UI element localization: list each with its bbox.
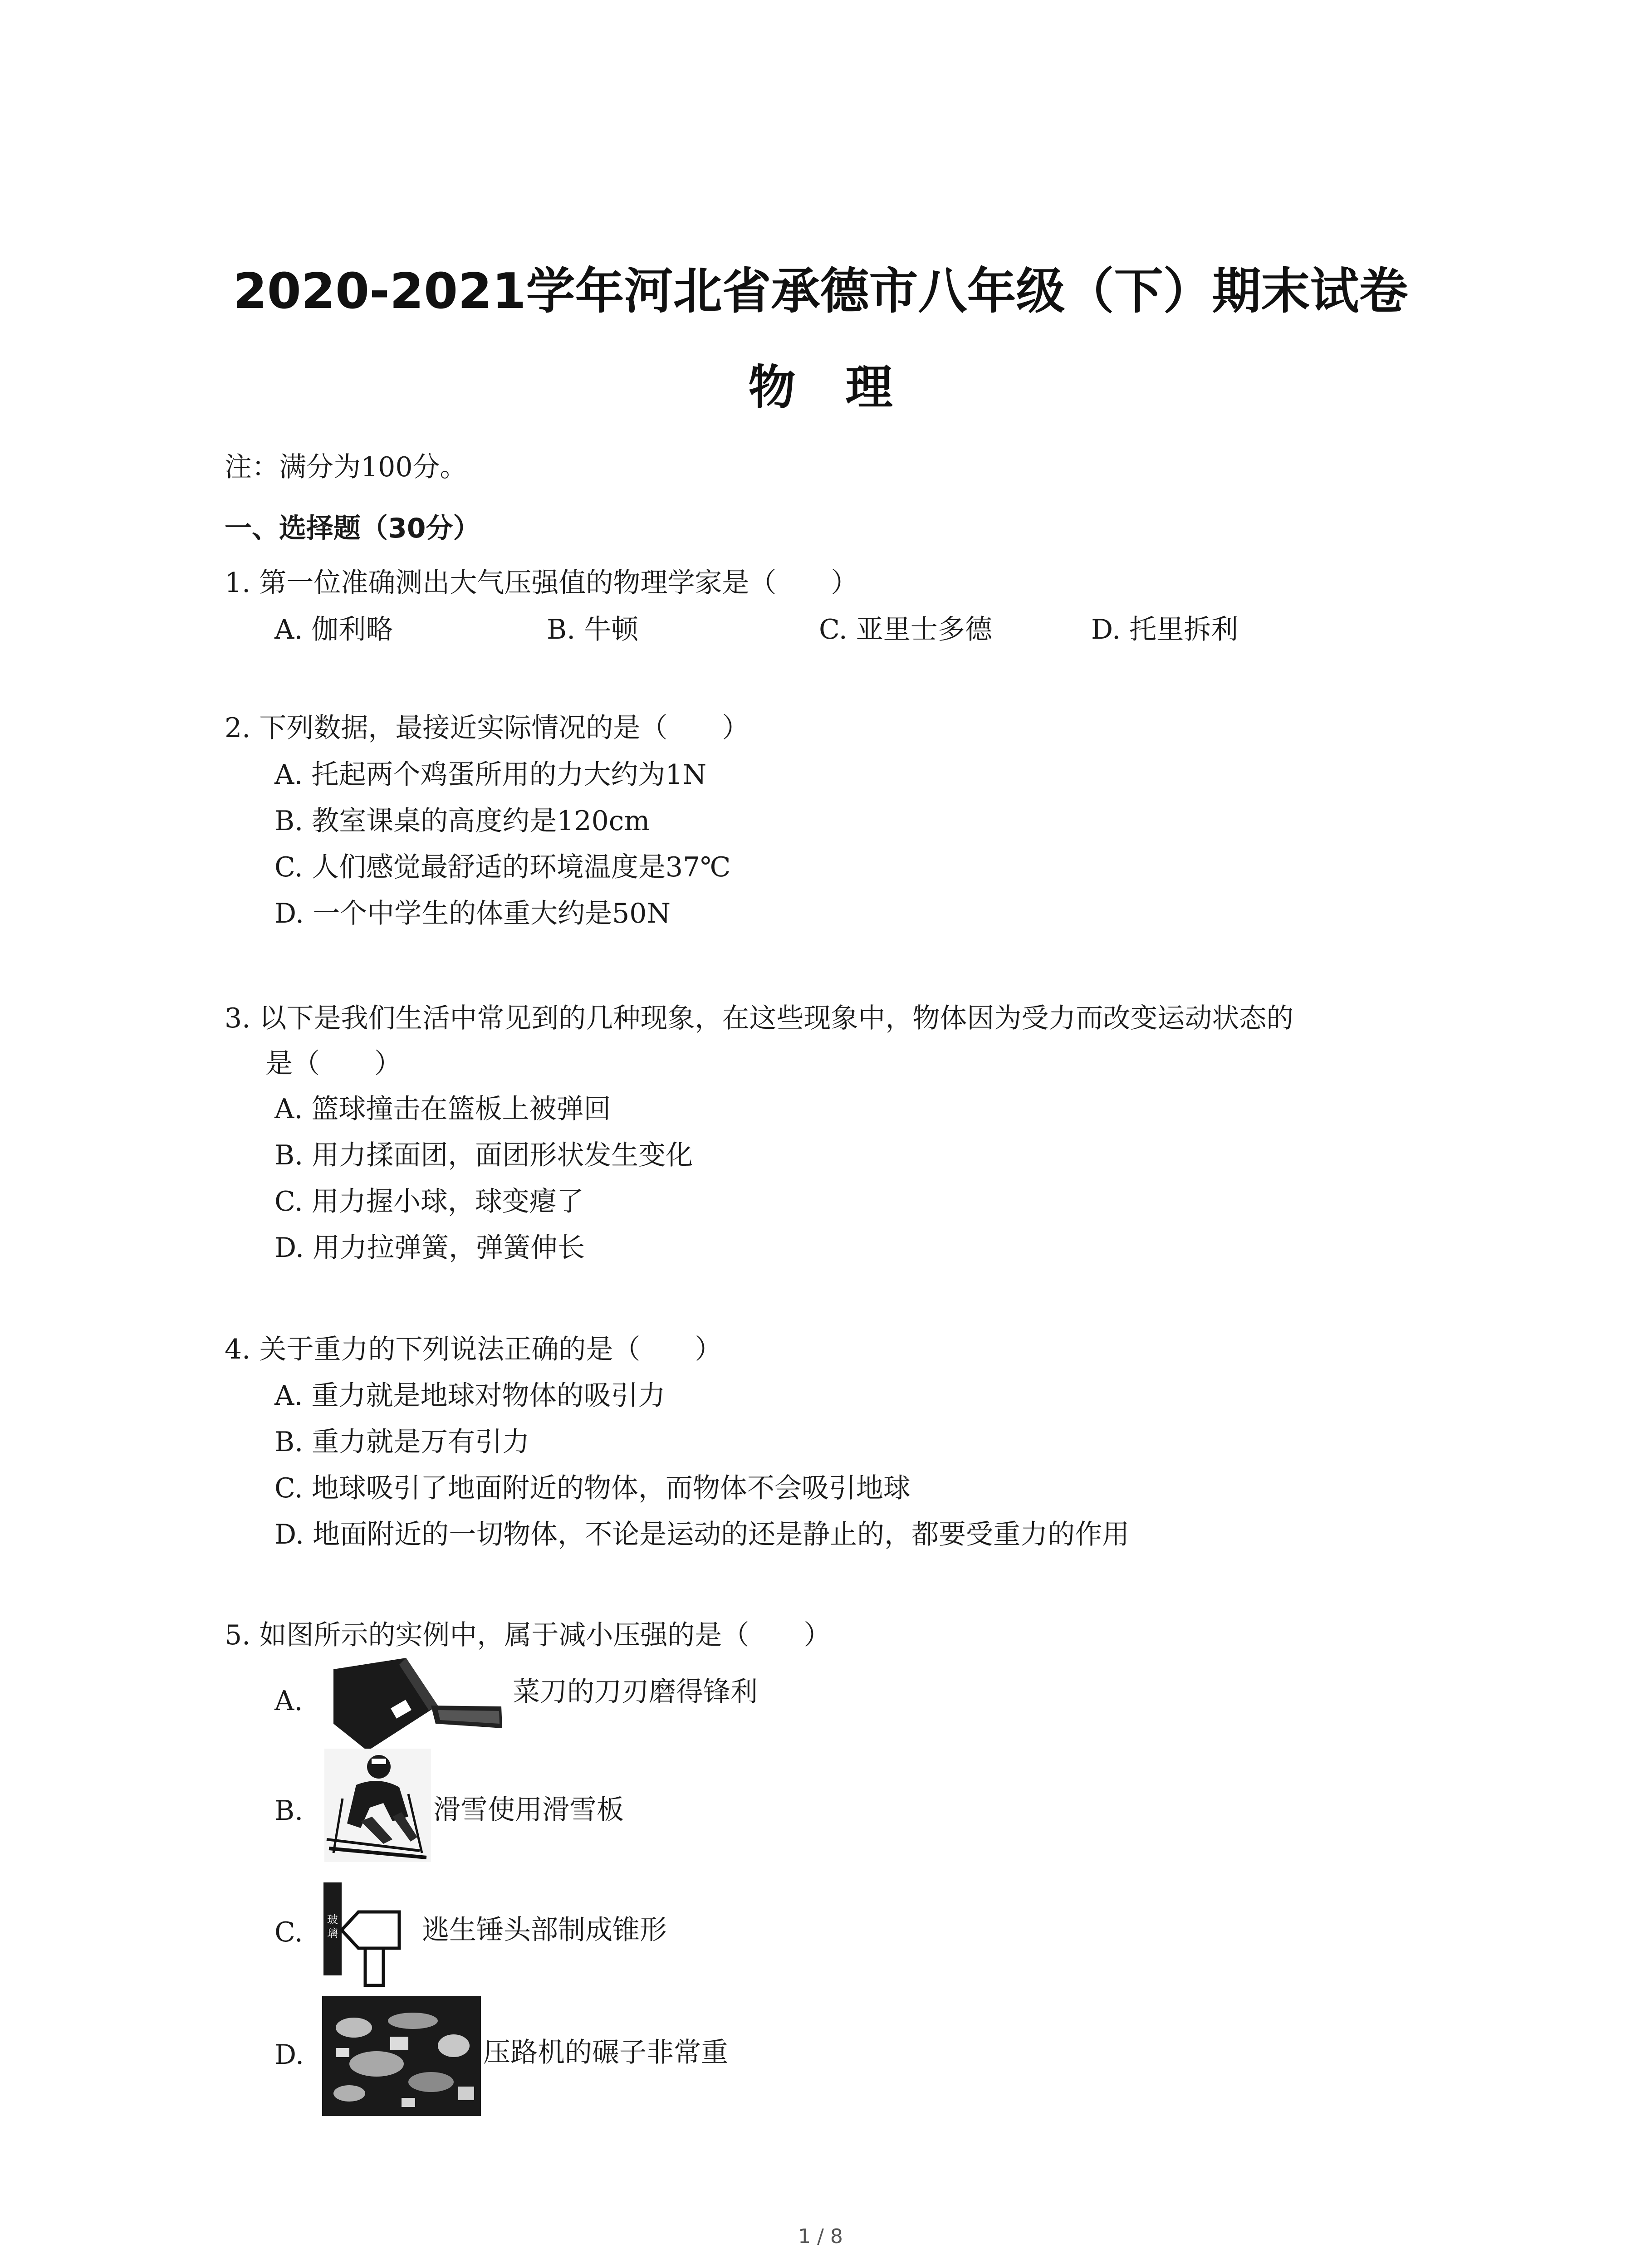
option-a-letter: A. bbox=[274, 1685, 303, 1717]
option-b: B. 牛顿 bbox=[547, 614, 639, 645]
option-d-text: 压路机的碾子非常重 bbox=[483, 2037, 728, 2068]
question-3-stem-continued: 是（ ） bbox=[265, 1048, 402, 1080]
option-b: B. 重力就是万有引力 bbox=[274, 1426, 530, 1458]
cleaver-icon bbox=[324, 1656, 506, 1755]
option-a: A. 篮球撞击在篮板上被弹回 bbox=[274, 1093, 611, 1125]
glass-label-2: 璃 bbox=[327, 1927, 338, 1940]
question-4-stem: 4. 关于重力的下列说法正确的是（ ） bbox=[225, 1334, 722, 1365]
question-2-stem: 2. 下列数据，最接近实际情况的是（ ） bbox=[225, 712, 749, 744]
option-d: D. 地面附近的一切物体，不论是运动的还是静止的，都要受重力的作用 bbox=[274, 1519, 1130, 1550]
option-d-letter: D. bbox=[274, 2039, 304, 2071]
option-c-letter: C. bbox=[274, 1916, 303, 1948]
page-title: 2020-2021学年河北省承德市八年级（下）期末试卷 bbox=[233, 263, 1408, 320]
question-3-stem: 3. 以下是我们生活中常见到的几种现象，在这些现象中，物体因为受力而改变运动状态的 bbox=[225, 1002, 1294, 1034]
option-c: C. 用力握小球，球变瘪了 bbox=[274, 1186, 584, 1217]
roller-icon bbox=[322, 1996, 481, 2116]
option-b: B. 教室课桌的高度约是120cm bbox=[274, 805, 650, 837]
option-a: A. 伽利略 bbox=[274, 614, 393, 645]
question-5-stem: 5. 如图所示的实例中，属于减小压强的是（ ） bbox=[225, 1619, 831, 1651]
option-c: C. 人们感觉最舒适的环境温度是37℃ bbox=[274, 851, 731, 883]
section-heading: 一、选择题（30分） bbox=[225, 513, 480, 544]
question-1-stem: 1. 第一位准确测出大气压强值的物理学家是（ ） bbox=[225, 567, 858, 599]
option-c: C. 地球吸引了地面附近的物体，而物体不会吸引地球 bbox=[274, 1472, 911, 1504]
option-b-letter: B. bbox=[274, 1795, 304, 1827]
option-b-text: 滑雪使用滑雪板 bbox=[433, 1794, 624, 1826]
question-1-options bbox=[274, 611, 1499, 648]
glass-label-1: 玻 bbox=[327, 1913, 338, 1926]
subject-title: 物理 bbox=[748, 360, 943, 415]
option-d: D. 托里拆利 bbox=[1091, 614, 1239, 645]
option-b: B. 用力揉面团，面团形状发生变化 bbox=[274, 1139, 693, 1171]
option-c-text: 逃生锤头部制成锥形 bbox=[422, 1914, 667, 1946]
option-c: C. 亚里士多德 bbox=[819, 614, 992, 645]
option-a: A. 重力就是地球对物体的吸引力 bbox=[274, 1380, 666, 1412]
option-a-text: 菜刀的刀刃磨得锋利 bbox=[513, 1676, 758, 1708]
hammer-icon bbox=[320, 1880, 420, 1987]
skier-icon bbox=[324, 1749, 431, 1862]
page-number: 1 / 8 bbox=[798, 2225, 843, 2248]
score-note: 注：满分为100分。 bbox=[225, 451, 467, 483]
option-a: A. 托起两个鸡蛋所用的力大约为1N bbox=[274, 759, 707, 791]
option-d: D. 一个中学生的体重大约是50N bbox=[274, 898, 671, 929]
option-d: D. 用力拉弹簧，弹簧伸长 bbox=[274, 1232, 585, 1264]
